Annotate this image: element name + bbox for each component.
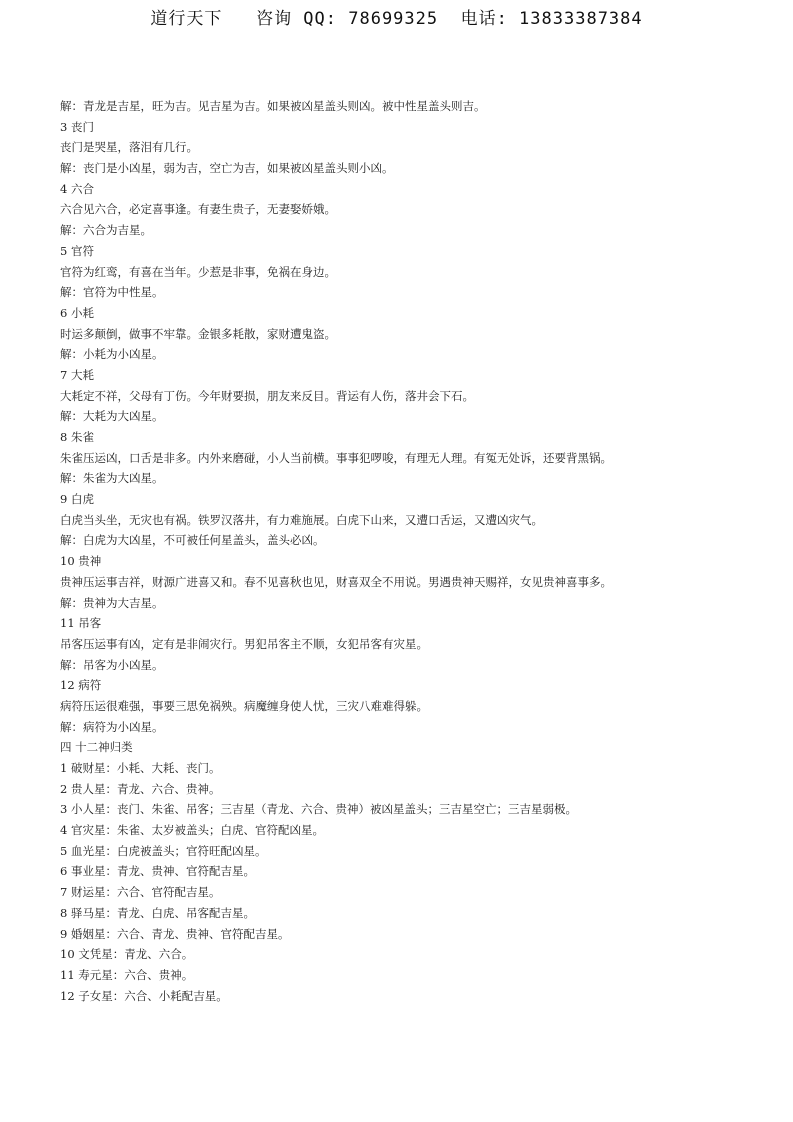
text-line: 11 寿元星：六合、贵神。 xyxy=(60,967,194,982)
text-line: 10 贵神 xyxy=(60,554,102,569)
text-line: 吊客压运事有凶，定有是非闹灾行。男犯吊客主不顺，女犯吊客有灾星。 xyxy=(60,636,428,651)
text-line: 官符为红鸾，有喜在当年。少惹是非事，免祸在身边。 xyxy=(60,264,336,279)
text-line: 9 白虎 xyxy=(60,492,94,507)
text-line: 解：朱雀为大凶星。 xyxy=(60,471,164,486)
text-line: 7 大耗 xyxy=(60,367,94,382)
text-line: 5 血光星：白虎被盖头；官符旺配凶星。 xyxy=(60,843,267,858)
text-line: 解：青龙是吉星，旺为吉。见吉星为吉。如果被凶星盖头则凶。被中性星盖头则吉。 xyxy=(60,99,486,113)
text-line: 12 病符 xyxy=(60,678,102,693)
text-line: 4 六合 xyxy=(60,181,94,196)
text-line: 7 财运星：六合、官符配吉星。 xyxy=(60,885,221,900)
text-line: 5 官符 xyxy=(60,243,94,258)
text-line: 3 小人星：丧门、朱雀、吊客；三吉星（青龙、六合、贵神）被凶星盖头；三吉星空亡；三吉星弱极。 xyxy=(60,802,577,817)
text-line: 解：白虎为大凶星，不可被任何星盖头，盖头必凶。 xyxy=(60,533,325,548)
text-line: 六合见六合，必定喜事逢。有妻生贵子，无妻娶娇娥。 xyxy=(60,202,336,217)
text-line: 3 丧门 xyxy=(60,119,94,134)
text-line: 8 朱雀 xyxy=(60,430,94,444)
text-line: 病符压运很难强，事要三思免祸殃。病魔缠身使人忧，三灾八难难得躲。 xyxy=(60,698,428,713)
text-line: 白虎当头坐，无灾也有祸。铁罗汉落井，有力难施展。白虎下山来，又遭口舌运，又遭凶灾气。 xyxy=(60,512,543,527)
text-line: 朱雀压运凶，口舌是非多。内外来磨碰，小人当前横。事事犯啰唆，有理无人理。有冤无处诉，还要背黑锅。 xyxy=(60,450,612,465)
text-line: 四 十二神归类 xyxy=(60,740,133,755)
text-line: 解：病符为小凶星。 xyxy=(60,719,164,734)
text-line: 解：官符为中性星。 xyxy=(60,285,164,300)
text-line: 9 婚姻星：六合、青龙、贵神、官符配吉星。 xyxy=(60,926,290,941)
text-line: 11 吊客 xyxy=(60,616,102,631)
text-line: 2 贵人星：青龙、六合、贵神。 xyxy=(60,781,221,796)
text-line: 解：大耗为大凶星。 xyxy=(60,409,164,424)
text-line: 时运多颠倒，做事不牢靠。金银多耗散，家财遭鬼盗。 xyxy=(60,326,336,341)
text-line: 1 破财星：小耗、大耗、丧门。 xyxy=(60,761,221,775)
text-line: 解：吊客为小凶星。 xyxy=(60,657,164,672)
text-line: 12 子女星：六合、小耗配吉星。 xyxy=(60,988,228,1003)
text-line: 6 小耗 xyxy=(60,305,94,320)
text-line: 6 事业星：青龙、贵神、官符配吉星。 xyxy=(60,864,255,879)
text-line: 解：小耗为小凶星。 xyxy=(60,347,164,362)
text-line: 贵神压运事吉祥，财源广进喜又和。春不见喜秋也见，财喜双全不用说。男遇贵神天赐祥，女见贵神喜事多。 xyxy=(60,574,612,589)
page-header: 道行天下 咨询 QQ: 78699325 电话: 13833387384 xyxy=(150,9,643,29)
text-line: 丧门是哭星，落泪有几行。 xyxy=(60,140,198,155)
text-line: 10 文凭星：青龙、六合。 xyxy=(60,947,194,962)
text-line: 解：丧门是小凶星，弱为吉，空亡为吉，如果被凶星盖头则小凶。 xyxy=(60,161,394,176)
text-line: 4 官灾星：朱雀、太岁被盖头；白虎、官符配凶星。 xyxy=(60,823,324,838)
text-line: 8 驿马星：青龙、白虎、吊客配吉星。 xyxy=(60,905,255,920)
text-line: 大耗定不祥，父母有丁伤。今年财要损，朋友来反目。背运有人伤，落井会下石。 xyxy=(60,388,474,403)
document-body xyxy=(60,96,760,1006)
text-line: 解：贵神为大吉星。 xyxy=(60,595,164,610)
text-line: 解：六合为吉星。 xyxy=(60,223,152,238)
